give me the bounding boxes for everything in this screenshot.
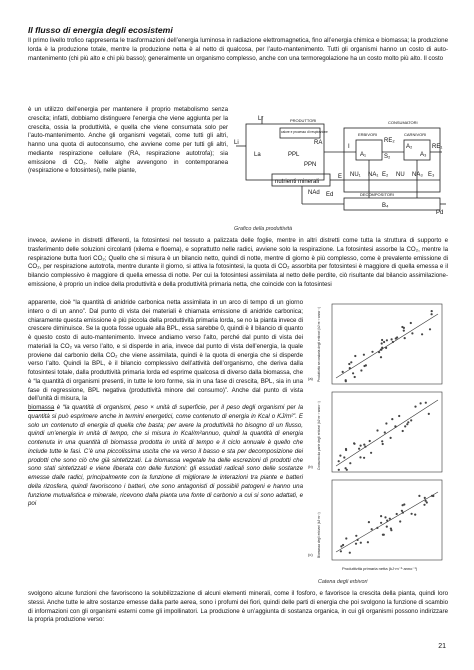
y-axis-label-b: Consumo da parte degli erbivori (kJ·m⁻²·anno⁻¹) — [317, 401, 321, 470]
scatter-point — [364, 446, 366, 448]
label-ra: RA — [314, 140, 323, 146]
scatter-point — [345, 380, 347, 382]
scatter-point — [383, 534, 385, 536]
scatter-point — [396, 336, 398, 338]
scatter-point — [380, 356, 382, 358]
scatter-point — [363, 365, 365, 367]
herbivore-scatter-svg — [306, 300, 446, 575]
label-lr: Lr — [258, 116, 264, 122]
label-re2: RE₂ — [384, 138, 395, 144]
scatter-point — [395, 426, 397, 428]
paragraph-apparent-photosynthesis: apparente, cioè “la quantità di anidride carbonica netta assimilata in un arco di tempo di un giorno intero o di un anno”. Dal punto di vista dei materiali è chiamata emissione di anidride carbonica; chiaramente questa emissione è più piccola della produttività primaria lorda, se no la pianta invece di crescere diminuisce. Se la quota fosse uguale alla BPL, essa sarebbe 0, quindi è il bilancio di quanto è questo costo di auto-mantenimento. Invece andiamo verso l’alto, perché dal punto di vista dei materiali la CO₂ va verso l’alto, e si disperde in aria, invece dal punto di vista dell’energia, la quale proviene dal carbonio della CO₂ che viene assimilata, quindi è la quota di energia che si disperde verso l’alto. Quindi la BPL, è il bilancio complessivo dell’attività dell’organismo, che deriva dalla fotosintesi totale, dalla produttività primaria lorda ed esprime qualcosa di diverso dalla biomassa, che è “la quantità di organismi presenti, in tutte le loro forme, sia in una fase di crescita, BPL, sia in una fase di regressione, BPL negativa (produttività minore del consumo)”. Anche dal punto di vista dell’unità di misura, la — [28, 299, 303, 403]
scatter-point — [360, 542, 362, 544]
label-ppn: PPN — [304, 162, 317, 168]
scatter-point — [363, 354, 365, 356]
label-nutrienti: nutrienti minerali — [275, 179, 320, 185]
label-decompositori: DECOMPOSITORI — [360, 192, 394, 197]
scatter-point — [392, 341, 394, 343]
scatter-point — [358, 448, 360, 450]
scatter-point — [403, 503, 405, 505]
scatter-point — [380, 515, 382, 517]
label-i: I — [348, 144, 350, 150]
label-nu1: NU₁ — [350, 172, 361, 178]
scatter-point — [345, 467, 347, 469]
scatter-point — [390, 437, 392, 439]
scatter-point — [380, 522, 382, 524]
scatter-point — [349, 552, 351, 554]
scatter-point — [401, 510, 403, 512]
scatter-point — [355, 543, 357, 545]
label-bd: B₄ — [382, 203, 389, 209]
scatter-point — [340, 550, 342, 552]
scatter-point — [338, 460, 340, 462]
page-title-block — [28, 25, 448, 63]
scatter-point — [423, 504, 425, 506]
scatter-point — [370, 452, 372, 454]
panel-c-label: (c) — [308, 552, 313, 557]
label-a2: A₂ — [406, 144, 413, 150]
scatter-point — [349, 462, 351, 464]
scatter-point — [345, 537, 347, 539]
y-axis-label-c: Biomassa degli erbivori (kJ·m⁻²) — [317, 512, 321, 558]
scatter-point — [382, 443, 384, 445]
scatter-point — [371, 351, 373, 353]
scatter-point — [345, 449, 347, 451]
scatter-point — [376, 527, 378, 529]
label-e3: E₃ — [428, 172, 435, 178]
label-nad: NAd — [308, 190, 320, 196]
label-la: La — [254, 152, 261, 158]
scatter-point — [391, 418, 393, 420]
scatter-point — [342, 544, 344, 546]
scatter-point — [342, 371, 344, 373]
panel-a-label: (a) — [308, 376, 313, 381]
scatter-point — [410, 419, 412, 421]
panel-b-frame — [332, 392, 442, 472]
scatter-point — [355, 535, 357, 537]
paragraph-exudates: svolgono alcune funzioni che favoriscono la solubilizzazione di alcuni elementi minerali, come il fosforo, e favorisce la crescita della pianta, quindi loro stessi. Anche tutte le altre sostanze emesse dalla parte aerea, sono i profumi dei fiori, quindi delle parti di energia che poi svolgono la funzione di scambio di informazioni con gli organismi esterni come gli impollinatori. La produzione è un’aggiunta di sostanza organica, in cui gli organismi possono indirizzare la propria produzione verso: — [28, 590, 448, 624]
scatter-point — [428, 413, 430, 415]
panel-b-trend — [336, 400, 438, 466]
y-axis-label-a: Produttività secondaria degli erbivori (kJ·m⁻²·anno⁻¹) — [317, 307, 321, 382]
label-e2: E₂ — [382, 172, 389, 178]
label-carnivori: CARNIVORI — [404, 132, 427, 137]
scatter-point — [384, 431, 386, 433]
scatter-point — [403, 330, 405, 332]
scatter-point — [431, 313, 433, 315]
scatter-point — [418, 495, 420, 497]
scatter-point — [360, 445, 362, 447]
scatter-point — [431, 495, 433, 497]
scatter-point — [380, 349, 382, 351]
scatter-point — [385, 422, 387, 424]
scatter-point — [421, 333, 423, 335]
scatter-point — [360, 369, 362, 371]
scatter-point — [396, 513, 398, 515]
scatter-point — [348, 363, 350, 365]
scatter-point — [404, 425, 406, 427]
scatter-point — [384, 516, 386, 518]
scatter-point — [410, 322, 412, 324]
biomass-term: biomassa — [28, 404, 55, 411]
scatter-point — [368, 521, 370, 523]
scatter-point — [381, 342, 383, 344]
scatter-point — [381, 339, 383, 341]
scatter-point — [411, 332, 413, 334]
scatter-point — [353, 442, 355, 444]
energy-flow-diagram — [232, 112, 446, 230]
scatter-point — [414, 514, 416, 516]
scatter-point — [407, 421, 409, 423]
scatter-point — [340, 545, 342, 547]
scatter-point — [425, 402, 427, 404]
column-full-bottom — [28, 590, 448, 625]
scatter-point — [359, 456, 361, 458]
paragraph-biomass — [28, 404, 303, 509]
scatter-point — [403, 327, 405, 329]
label-a3: A₃ — [420, 152, 427, 158]
scatter-point — [338, 469, 340, 471]
scatter-point — [411, 513, 413, 515]
page-title: Il flusso di energia degli ecosistemi — [28, 25, 173, 35]
panel-c-trend — [336, 492, 438, 552]
scatter-point — [367, 541, 369, 543]
scatter-point — [363, 457, 365, 459]
scatter-point — [350, 361, 352, 363]
scatter-point — [389, 518, 391, 520]
figure1-caption: Grafico della produttività — [234, 226, 293, 232]
scatter-point — [386, 339, 388, 341]
label-na1: NA₁ — [368, 172, 379, 178]
scatter-point — [349, 367, 351, 369]
label-ed: Ed — [326, 192, 334, 198]
energy-flow-svg — [232, 112, 446, 230]
scatter-point — [420, 402, 422, 404]
biomass-definition: è “la quantità di organismi, peso × unità di superficie, per il peso degli organismi per la quantità si può esprimere anche in termini energetici, come contenuto di energia in Kcal o KJ/m²”. E solo un contenuto di energia di quella che basta; per avere la produttività ho bisogno di un flusso, quindi un’energia in unità di tempo, che si misura in Kcal/m²annuo, quindi la quantità di energia contenuta in una quantità di biomassa prodotta in unità di tempo e il ciclo annuale è quello che include tutte le fasi. C’è una piccolissima uscita che va verso il basso e sta per decomposizione dei prodotti che sono ciò che già sintetizzati. La biomassa vegetale ha delle escrezioni di prodotti che sono stati sintetizzati e viene liberata con delle funzioni: gli essudati radicali sono delle sostanze emesse dalle radici, principalmente con la funzione di migliorare le interazioni tra piante e batteri della rizosfera, quindi favoriscono i batteri, che sono antagonisti di possibili patogeni e hanno una funzione mutualistica e minerale, ricevono dalla pianta una fonte di carbonio a cui si sono adattati, e poi — [28, 404, 303, 508]
panel-b-label: (b) — [308, 464, 313, 469]
label-produttori: PRODUTTORI — [290, 118, 317, 123]
scatter-point — [339, 455, 341, 457]
scatter-point — [363, 444, 365, 446]
scatter-point — [354, 355, 356, 357]
scatter-point — [376, 429, 378, 431]
scatter-point — [386, 526, 388, 528]
decomposers-box — [344, 198, 440, 210]
label-ppl: PPL — [288, 152, 300, 158]
scatter-point — [431, 310, 433, 312]
label-consumatori: CONSUMATORI — [388, 120, 418, 125]
scatter-point — [371, 528, 373, 530]
label-re1: RE₁ — [432, 144, 443, 150]
scatter-point — [399, 520, 401, 522]
paragraph-intro: Il primo livello trofico rappresenta le trasformazioni dell’energia luminosa in radiazione elettromagnetica, fino all’energia chimica e biomassa; la produzione lorda è la produzione totale, mentre la produzione netta è al netto di qualcosa, per l’auto-mantenimento. Tutti gli organismi hanno un costo di auto-mantenimento (chi più alto e chi più basso); generalmente un organismo complesso, anche con una termoregolazione ha un costo molto più alto. Il costo — [28, 37, 448, 62]
scatter-point — [354, 376, 356, 378]
scatter-point — [402, 430, 404, 432]
scatter-point — [429, 328, 431, 330]
scatter-point — [406, 423, 408, 425]
paragraph-self-maintenance: è un utilizzo dell’energia per mantenere il proprio metabolismo senza crescita; infatti, dobbiamo distinguere l’energia che viene aggiunta per la crescita, ossia la produttività, e quella che viene consumata solo per l’auto-mantenimento. Anche gli organismi vegetali, come tutti gli altri, hanno una quota di autoconsumo, che avviene come per tutti gli altri, mediante respirazione cellulare (RA, respirazione autotrofa); sia emissione di CO₂. Nelle alghe avvengono in contemporanea (respirazione e fotosintesi), nelle piante, — [28, 106, 228, 175]
paragraph-photosynthesis: invece, avviene in distretti differenti, la fotosintesi nel tessuto a palizzata delle foglie, mentre in altri distretti come tutta la struttura di supporto e trasferimento delle soluzioni circolanti (xilema e floema), e soprattutto nelle radici, avviene solo la respirazione. La fotosintesi assorbe la CO₂, mentre la respirazione butta fuori CO₂; Quello che si misura è un bilancio netto, quindi di notte, mentre di giorno è più complesso, come è prevalente emissione di CO₂, per respirazione autotrofa, mentre durante il giorno, si attiva la fotosintesi, la quota di CO₂ assorbita per fotosintesi è maggiore di quella emessa e il bilancio complessivo è maggiore di quella emessa di notte. Per cui la fotosintesi assimilata al netto delle perdite, ciò risultante dal bilancio assimilazione-emissione, è proprio un indice della produttività e della produttività primaria netta, che coincide con la fotosintesi — [28, 237, 448, 288]
herbivore-chain-figure — [306, 300, 446, 575]
scatter-point — [398, 415, 400, 417]
scatter-point — [390, 529, 392, 531]
scatter-point — [424, 497, 426, 499]
panel-a-frame — [332, 304, 442, 384]
scatter-point — [381, 347, 383, 349]
label-a1: A₁ — [360, 152, 367, 158]
label-s2: S₂ — [384, 154, 391, 160]
column-left-top — [28, 106, 228, 176]
label-calore: calore e processo di respirazione — [281, 130, 328, 134]
scatter-point — [378, 351, 380, 353]
label-nu: NU — [396, 172, 405, 178]
scatter-point — [352, 372, 354, 374]
scatter-point — [357, 539, 359, 541]
scatter-point — [414, 406, 416, 408]
label-e: E — [338, 174, 343, 180]
scatter-point — [385, 347, 387, 349]
column-full-middle — [28, 237, 448, 290]
scatter-point — [391, 338, 393, 340]
figure2-caption: Catena degli erbivori — [318, 579, 368, 585]
scatter-point — [425, 500, 427, 502]
scatter-point — [369, 440, 371, 442]
scatter-point — [404, 337, 406, 339]
page-number: 21 — [438, 643, 446, 650]
label-li: Li — [234, 140, 239, 146]
column-left-bottom — [28, 299, 303, 509]
x-axis-label: Produttività primaria netta (kJ·m⁻²·anno⁻¹) — [342, 566, 418, 571]
label-na3: NA₃ — [412, 172, 423, 178]
scatter-point — [386, 520, 388, 522]
label-erbivori: ERBIVORI — [358, 132, 378, 137]
scatter-point — [381, 440, 383, 442]
scatter-point — [343, 456, 345, 458]
label-pd: Pd — [436, 210, 444, 216]
panel-a-trend — [336, 314, 438, 378]
scatter-point — [383, 341, 385, 343]
